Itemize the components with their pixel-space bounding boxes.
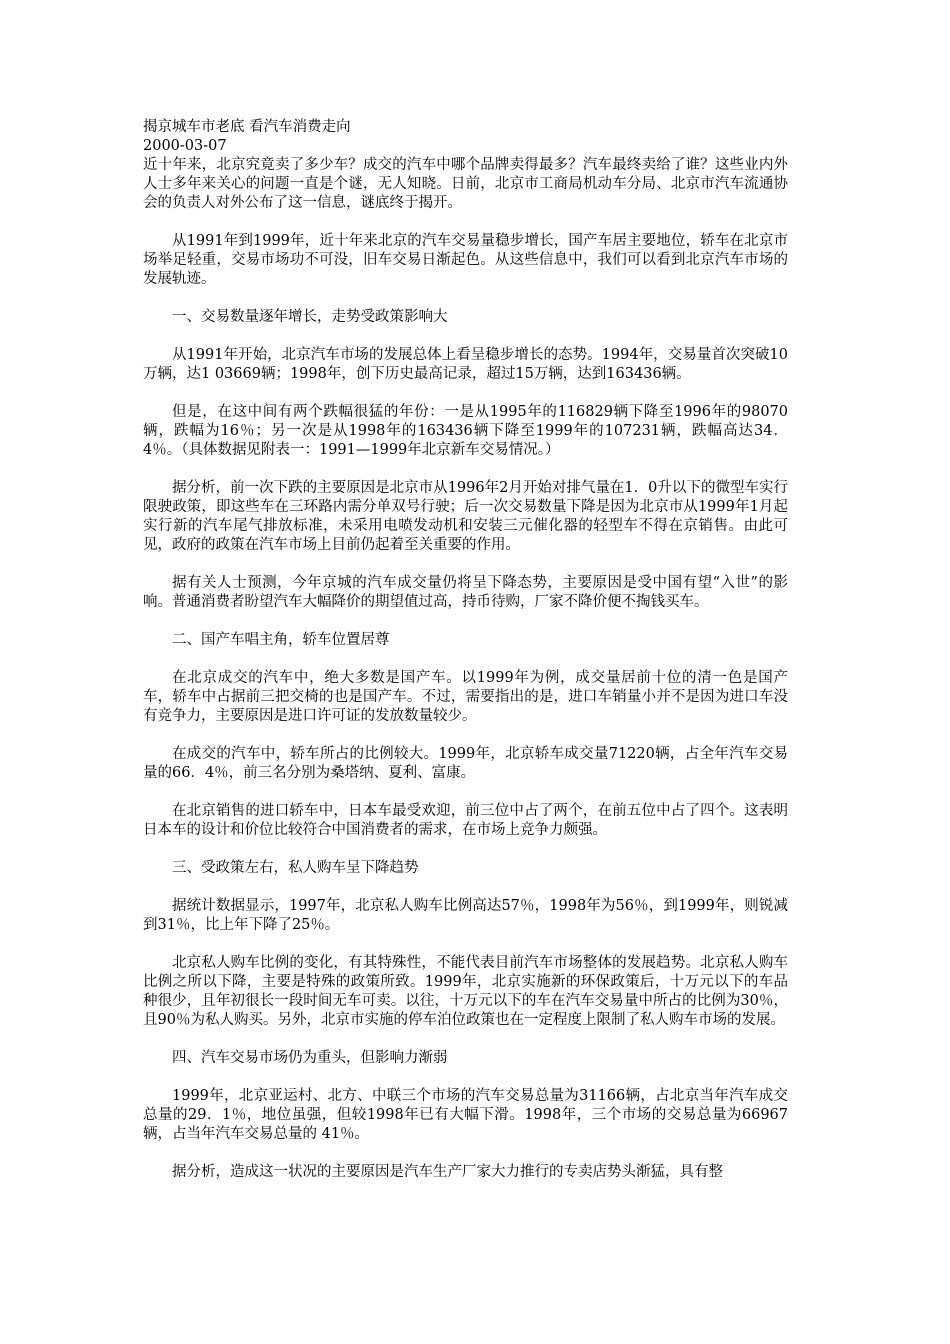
paragraph: 据统计数据显示，1997年，北京私人购车比例高达57％，1998年为56％，到1999年，则锐减到31％，比上年下降了25％。 <box>143 898 788 933</box>
paragraph: 但是，在这中间有两个跌幅很猛的年份：一是从1995年的116829辆下降至1996年的98070辆，跌幅为16％；另一次是从1998年的163436辆下降至1999年的107231辆，跌幅高达34．4％。（具体数据见附表一：1991—1999年北京新车交易情况。） <box>143 404 788 458</box>
paragraph: 1999年，北京亚运村、北方、中联三个市场的汽车交易总量为31166辆，占北京当年汽车成交总量的29．1％，地位虽强，但较1998年已有大幅下滑。1998年，三个市场的交易总量为66967辆，占当年汽车交易总量的 41％。 <box>143 1088 788 1142</box>
section-heading-4: 四、汽车交易市场仍为重头，但影响力渐弱 <box>172 1050 448 1066</box>
section-heading-2: 二、国产车唱主角，轿车位置居尊 <box>172 632 390 648</box>
paragraph: 据分析，造成这一状况的主要原因是汽车生产厂家大力推行的专卖店势头渐猛，具有整 <box>172 1164 723 1180</box>
paragraph-intro: 近十年来，北京究竟卖了多少车？成交的汽车中哪个品牌卖得最多？汽车最终卖给了谁？这些业内外人士多年来关心的问题一直是个谜，无人知晓。日前，北京市工商局机动车分局、北京市汽车流通协会的负责人对外公布了这一信息，谜底终于揭开。 <box>143 157 788 211</box>
article-title: 揭京城车市老底 看汽车消费走向 <box>143 119 351 135</box>
section-heading-1: 一、交易数量逐年增长，走势受政策影响大 <box>172 309 448 325</box>
paragraph: 北京私人购车比例的变化，有其特殊性，不能代表目前汽车市场整体的发展趋势。北京私人购车比例之所以下降，主要是特殊的政策所致。1999年，北京实施新的环保政策后，十万元以下的车品种很少，且年初很长一段时间无车可卖。以往，十万元以下的车在汽车交易量中所占的比例为30％，且90％为私人购买。另外，北京市实施的停车泊位政策也在一定程度上限制了私人购车市场的发展。 <box>143 955 788 1028</box>
article <box>143 118 788 1201</box>
paragraph: 在北京销售的进口轿车中，日本车最受欢迎，前三位中占了两个，在前五位中占了四个。这表明日本车的设计和价位比较符合中国消费者的需求，在市场上竞争力颇强。 <box>143 803 788 838</box>
paragraph: 在北京成交的汽车中，绝大多数是国产车。以1999年为例，成交量居前十位的清一色是国产车，轿车中占据前三把交椅的也是国产车。不过，需要指出的是，进口车销量小并不是因为进口车没有竞争力，主要原因是进口许可证的发放数量较少。 <box>143 670 788 724</box>
paragraph: 从1991年到1999年，近十年来北京的汽车交易量稳步增长，国产车居主要地位，轿车在北京市场举足轻重，交易市场功不可没，旧车交易日渐起色。从这些信息中，我们可以看到北京汽车市场的发展轨迹。 <box>143 233 788 287</box>
paragraph: 在成交的汽车中，轿车所占的比例较大。1999年，北京轿车成交量71220辆，占全年汽车交易量的66．4％，前三名分别为桑塔纳、夏利、富康。 <box>143 746 788 781</box>
paragraph: 据有关人士预测，今年京城的汽车成交量仍将呈下降态势，主要原因是受中国有望“入世”的影响。普通消费者盼望汽车大幅降价的期望值过高，持币待购，厂家不降价便不掏钱买车。 <box>143 575 788 610</box>
paragraph: 从1991年开始，北京汽车市场的发展总体上看呈稳步增长的态势。1994年，交易量首次突破10万辆，达1 03669辆；1998年，创下历史最高记录，超过15万辆，达到163436辆。 <box>143 347 788 382</box>
paragraph: 据分析，前一次下跌的主要原因是北京市从1996年2月开始对排气量在1．0升以下的微型车实行限驶政策，即这些车在三环路内需分单双号行驶；后一次交易数量下降是因为北京市从1999年1月起实行新的汽车尾气排放标准，未采用电喷发动机和安装三元催化器的轻型车不得在京销售。由此可见，政府的政策在汽车市场上目前仍起着至关重要的作用。 <box>143 480 788 553</box>
article-date: 2000-03-07 <box>143 138 227 154</box>
section-heading-3: 三、受政策左右，私人购车呈下降趋势 <box>172 860 419 876</box>
